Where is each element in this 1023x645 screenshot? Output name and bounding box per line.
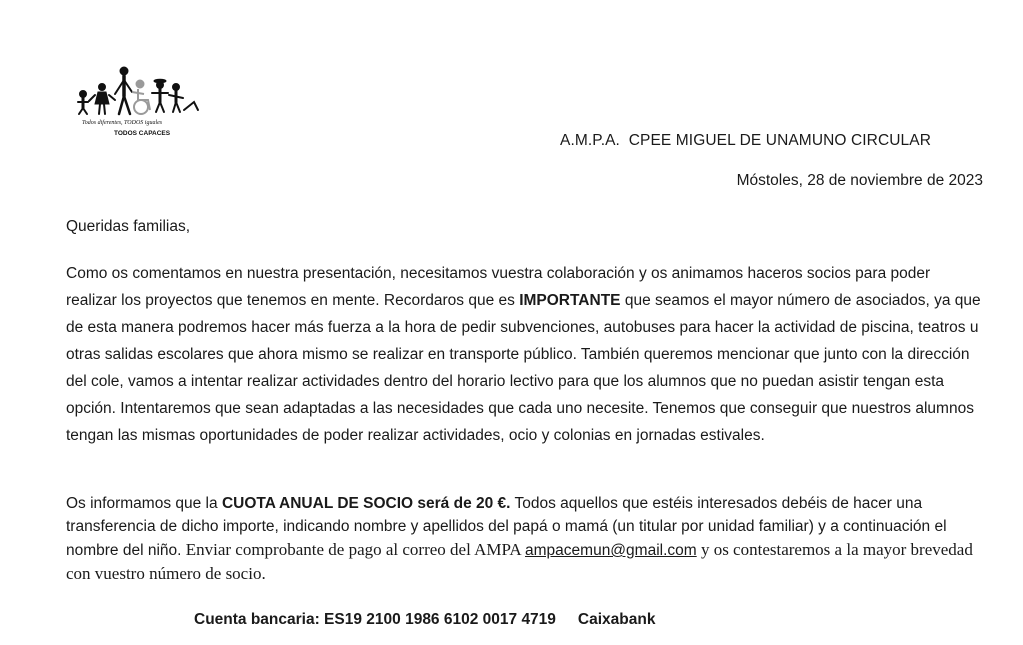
greeting: Queridas familias, [66, 218, 191, 235]
ampa-logo [74, 62, 202, 142]
paragraph-fee-info [66, 492, 996, 586]
paragraph1-part1: Como os comentamos en nuestra presentación, necesitamos vuestra colaboración y os animamos haceros socios para poder realizar los proyectos que tenemos en mente. Recordaros que es [66, 265, 931, 309]
bank-name: Caixabank [577, 611, 656, 628]
paragraph1-part2: que seamos el mayor número de asociados, ya que de esta manera podremos hacer más fuerza a la hora de pedir subvenciones, autobuses para hacer la actividad de piscina, teatros u otras salidas escolares que ahora mismo se realizar en transporte público. También queremos mencionar que junto con la dirección del cole, vamos a intentar realizar actividades dentro del horario lectivo para que los alumnos que no puedan asistir tengan esta opción. Intentaremos que sean adaptadas a las necesidades que cada uno necesite. Tenemos que conseguir que nuestros alumnos tengan las mismas oportunidades de poder realizar actividades, ocio y colonias en jornadas estivales. [66, 292, 981, 444]
annual-fee-emphasis: CUOTA ANUAL DE SOCIO será de 20 €. [221, 495, 511, 512]
letter-date: Móstoles, 28 de noviembre de 2023 [736, 172, 983, 189]
logo-caption-line1: Todos diferentes, TODOS iguales [82, 120, 163, 126]
family-figures-icon [74, 62, 202, 142]
paragraph2-part2: Todos aquellos que estéis interesados debéis de hacer una transferencia de dicho importe, indicando nombre y apellidos del papá o mamá (un titular por unidad familiar) y a continuación el nombre del niño. [66, 495, 947, 559]
paragraph2-part4: y os contestaremos a la mayor brevedad con vuestro número de socio. [66, 540, 973, 583]
organization-heading: A.M.P.A. CPEE MIGUEL DE UNAMUNO CIRCULAR [560, 132, 931, 149]
paragraph2-part3: Enviar comprobante de pago al correo del AMPA [181, 540, 526, 559]
paragraph2-part1: Os informamos que la [66, 495, 222, 512]
bank-account-label: Cuenta bancaria: ES19 2100 1986 6102 0017 4719 [194, 611, 556, 628]
paragraph-membership-request [66, 260, 982, 449]
bank-account-line [194, 611, 655, 629]
ampa-email-link[interactable]: ampacemun@gmail.com [525, 542, 697, 559]
important-emphasis: IMPORTANTE [519, 292, 621, 309]
logo-caption-line2: TODOS CAPACES [114, 130, 171, 137]
